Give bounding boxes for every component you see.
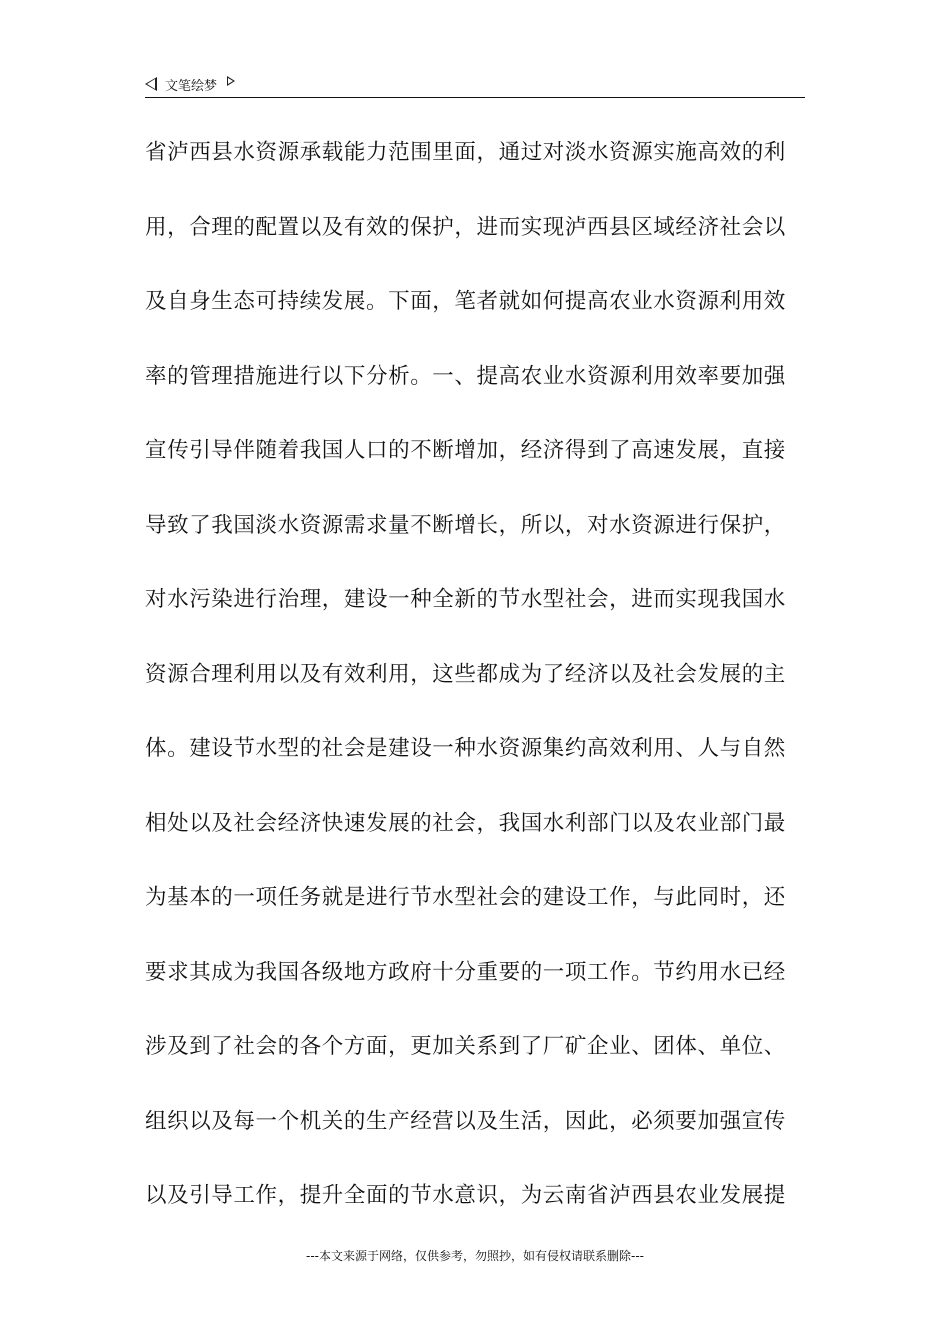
text-line: 省泸西县水资源承载能力范围里面，通过对淡水资源实施高效的利 — [145, 140, 786, 165]
text-line: 导致了我国淡水资源需求量不断增长，所以，对水资源进行保护， — [145, 512, 786, 538]
text-line: 对水污染进行治理，建设一种全新的节水型社会，进而实现我国水 — [145, 587, 786, 612]
triangle-left-icon — [145, 77, 157, 91]
text-line: 涉及到了社会的各个方面，更加关系到了厂矿企业、团体、单位、 — [145, 1034, 786, 1059]
text-line: 率的管理措施进行以下分析。一、提高农业水资源利用效率要加强 — [145, 363, 786, 389]
text-line: 为基本的一项任务就是进行节水型社会的建设工作，与此同时，还 — [145, 885, 786, 910]
text-line: 及自身生态可持续发展。下面，笔者就如何提高农业水资源利用效 — [145, 289, 786, 314]
header-divider — [145, 97, 805, 98]
text-line: 用，合理的配置以及有效的保护，进而实现泸西县区域经济社会以 — [145, 214, 786, 240]
text-line: 组织以及每一个机关的生产经营以及生活，因此，必须要加强宣传 — [145, 1108, 786, 1134]
page-footer-disclaimer: ---本文来源于网络，仅供参考，勿照抄，如有侵权请联系删除--- — [306, 1249, 644, 1263]
text-line: 以及引导工作，提升全面的节水意识，为云南省泸西县农业发展提 — [145, 1183, 786, 1208]
text-line: 资源合理利用以及有效利用，这些都成为了经济以及社会发展的主 — [145, 661, 786, 687]
header-title: 文笔绘梦 — [165, 78, 218, 94]
text-line: 宣传引导伴随着我国人口的不断增加，经济得到了高速发展，直接 — [145, 438, 786, 463]
body-paragraph — [145, 132, 807, 1250]
text-line: 要求其成为我国各级地方政府十分重要的一项工作。节约用水已经 — [145, 959, 786, 985]
triangle-right-icon — [227, 76, 235, 86]
text-line: 体。建设节水型的社会是建设一种水资源集约高效利用、人与自然 — [145, 736, 786, 761]
text-line: 相处以及社会经济快速发展的社会，我国水利部门以及农业部门最 — [145, 810, 786, 836]
page-header — [145, 73, 235, 95]
